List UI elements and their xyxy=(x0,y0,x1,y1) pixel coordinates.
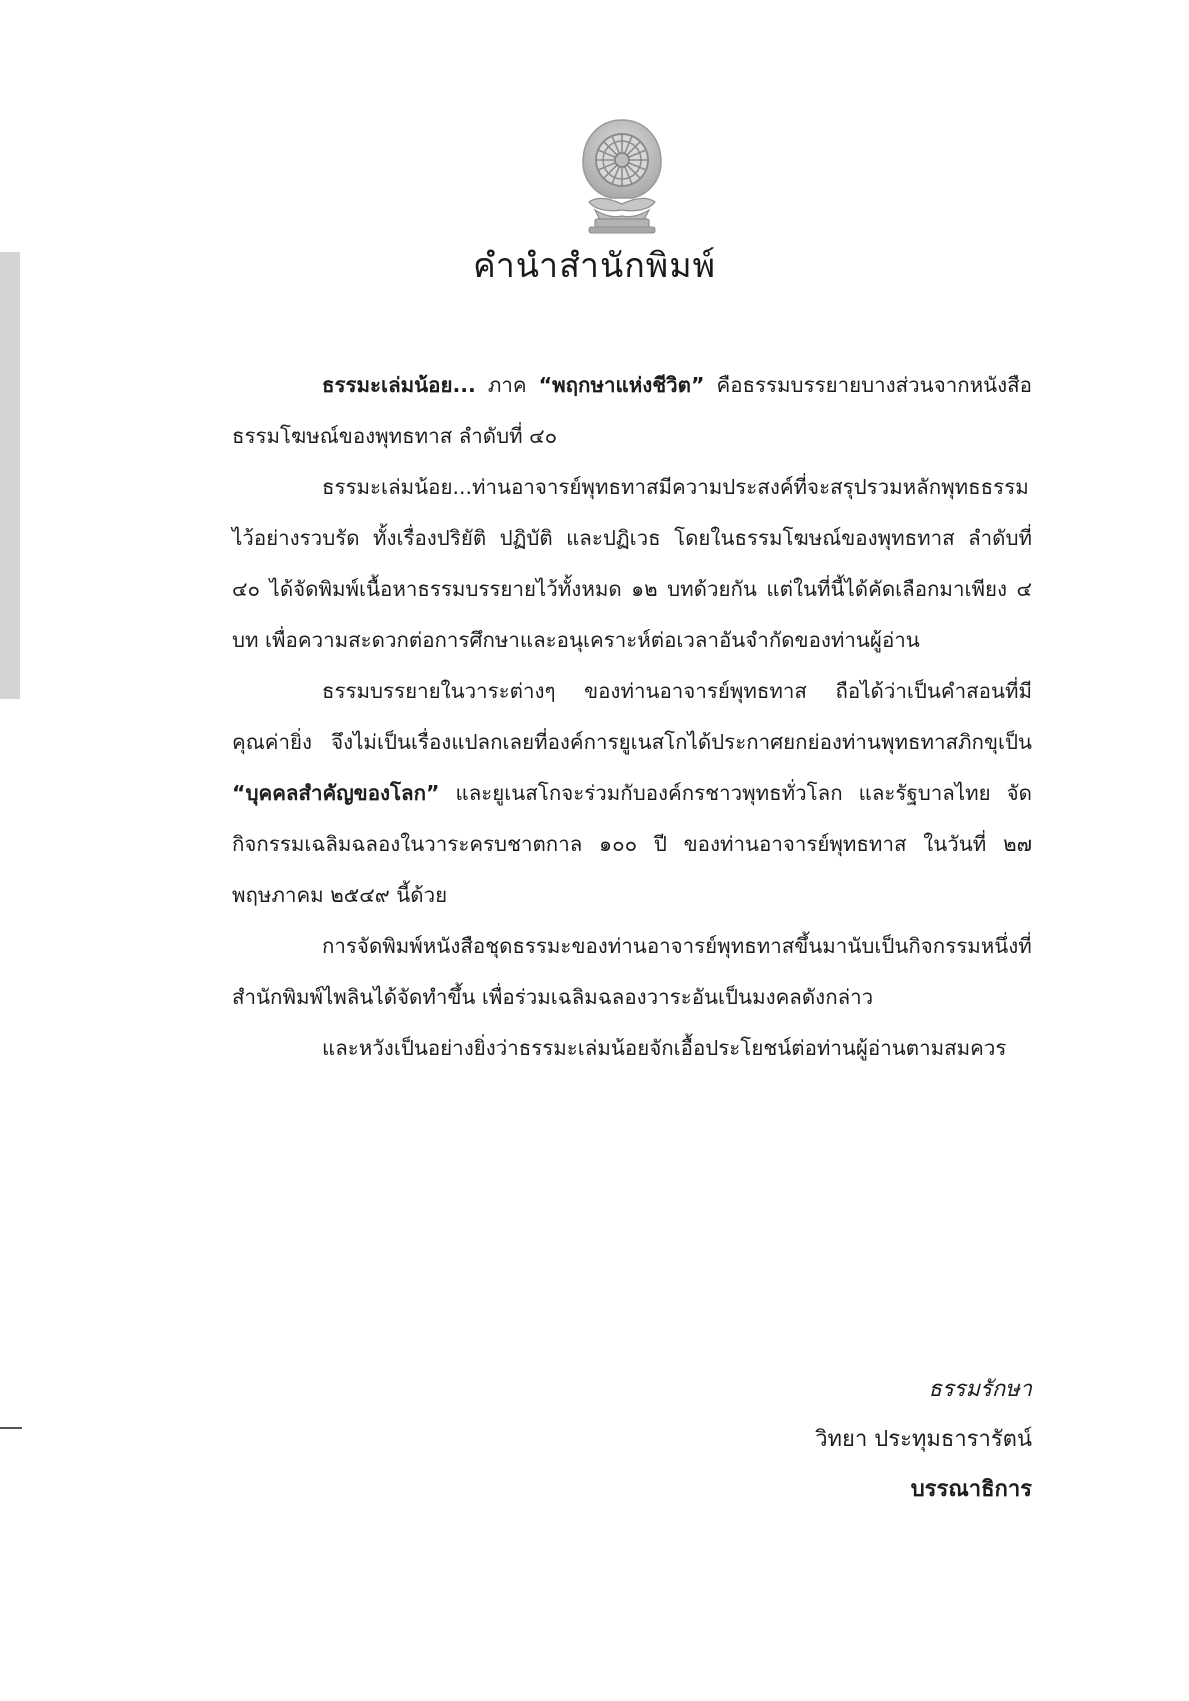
signature-name: วิทยา ประทุมธารารัตน์ xyxy=(815,1427,1032,1452)
body-text xyxy=(232,360,1032,1074)
book-subtitle: “พฤกษาแห่งชีวิต” xyxy=(538,373,705,397)
paragraph-text: ภาค xyxy=(475,373,539,397)
paragraph-publication: การจัดพิมพ์หนังสือชุดธรรมะของท่านอาจารย์พุทธทาสขึ้นมานับเป็นกิจกรรมหนึ่งที่สำนักพิมพ์ไพลินได้จัดทำขึ้น เพื่อร่วมเฉลิมฉลองวาระอันเป็นมงคลดังกล่าว xyxy=(232,934,1032,1009)
paragraph-text: คือธรรมบรรยายบางส่วนจากหนังสือธรรมโฆษณ์ของพุทธทาส ลำดับที่ ๔๐ xyxy=(232,373,1032,448)
signature-block xyxy=(815,1365,1032,1515)
page-cut-mark xyxy=(0,1427,22,1429)
paragraph-unesco xyxy=(232,666,1032,921)
paragraph-text: ธรรมบรรยายในวาระต่างๆ ของท่านอาจารย์พุทธทาส ถือได้ว่าเป็นคำสอนที่มีคุณค่ายิ่ง จึงไม่เป็นเรื่องแปลกเลยที่องค์การยูเนสโกได้ประกาศยกย่องท่านพุทธทาสภิกขุเป็น xyxy=(232,679,1032,754)
book-title: ธรรมะเล่มน้อย... xyxy=(322,373,476,397)
paragraph-intro xyxy=(232,360,1032,462)
dharma-wheel-emblem-icon xyxy=(575,118,669,234)
signature-role: บรรณาธิการ xyxy=(910,1477,1032,1502)
paragraph-closing: และหวังเป็นอย่างยิ่งว่าธรรมะเล่มน้อยจักเอื้อประโยชน์ต่อท่านผู้อ่านตามสมควร xyxy=(322,1036,1007,1060)
paragraph-purpose: ธรรมะเล่มน้อย...ท่านอาจารย์พุทธทาสมีความประสงค์ที่จะสรุปรวมหลักพุทธธรรมไว้อย่างรวบรัด ทั้งเรื่องปริยัติ ปฏิบัติ และปฏิเวธ โดยในธรรมโฆษณ์ของพุทธทาส ลำดับที่ ๔๐ ได้จัดพิมพ์เนื้อหาธรรมบรรยายไว้ทั้งหมด ๑๒ บทด้วยกัน แต่ในที่นี้ได้คัดเลือกมาเพียง ๔ บท เพื่อความสะดวกต่อการศึกษาและอนุเคราะห์ต่อเวลาอันจำกัดของท่านผู้อ่าน xyxy=(232,475,1032,652)
paragraph-text: และยูเนสโกจะร่วมกับองค์กรชาวพุทธทั่วโลก และรัฐบาลไทย จัดกิจกรรมเฉลิมฉลองในวาระครบชาตกาล ๑๐๐ ปี ของท่านอาจารย์พุทธทาส ในวันที่ ๒๗ พฤษภาคม ๒๕๔๙ นี้ด้วย xyxy=(232,781,1032,907)
page-title: คำนำสำนักพิมพ์ xyxy=(472,246,717,286)
highlight-phrase: “บุคคลสำคัญของโลก” xyxy=(232,781,440,805)
signature-motto: ธรรมรักษา xyxy=(928,1377,1032,1402)
page-thumb-tab xyxy=(0,252,20,699)
